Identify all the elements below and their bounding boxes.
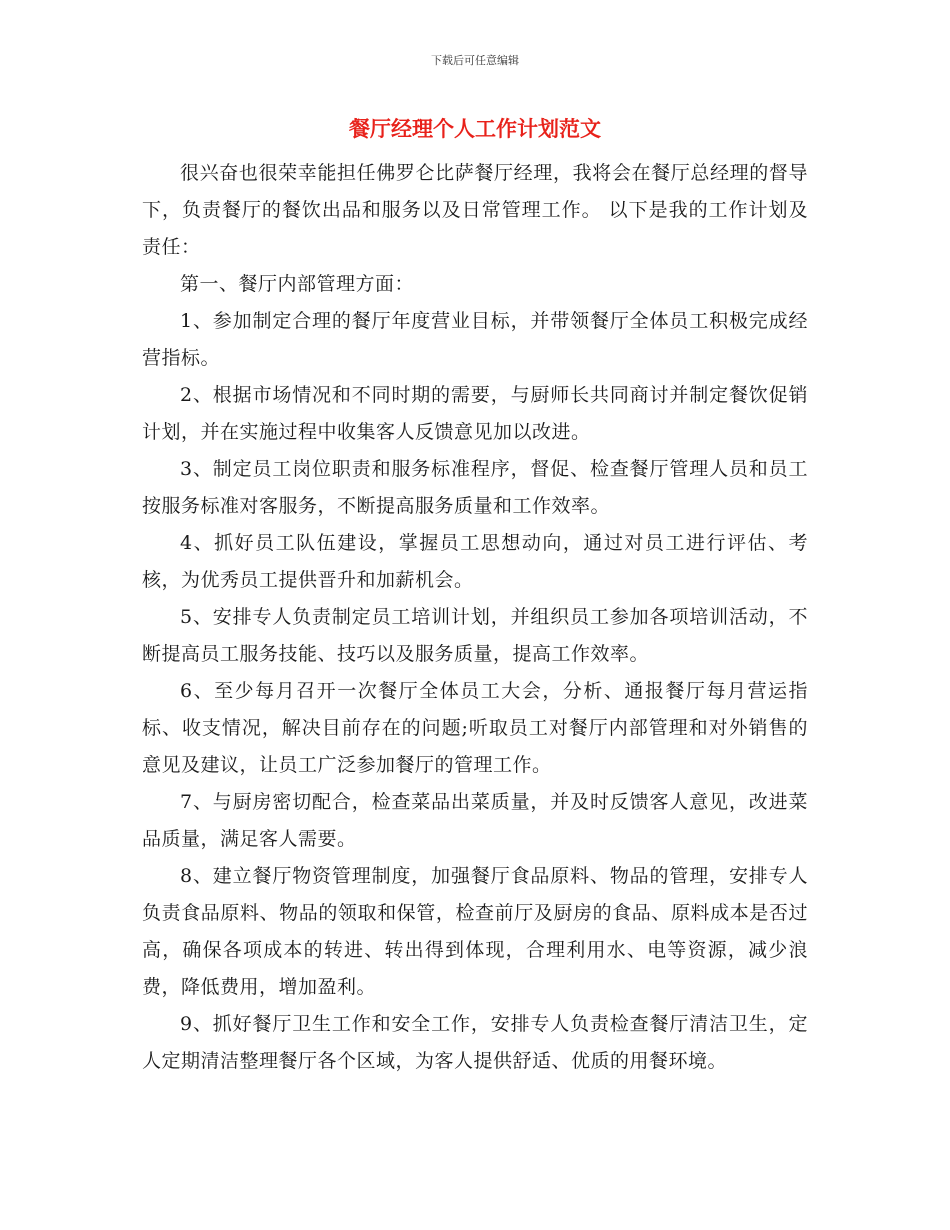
paragraph-intro: 很兴奋也很荣幸能担任佛罗仑比萨餐厅经理，我将会在餐厅总经理的督导下，负责餐厅的餐饮出品和服务以及日常管理工作。 以下是我的工作计划及责任： — [142, 162, 808, 258]
paragraph-item-4: 4、抓好员工队伍建设，掌握员工思想动向，通过对员工进行评估、考核，为优秀员工提供晋升和加薪机会。 — [142, 532, 808, 591]
paragraph-item-7: 7、与厨房密切配合，检查菜品出菜质量，并及时反馈客人意见，改进菜品质量，满足客人需要。 — [142, 791, 808, 850]
paragraph-item-3: 3、制定员工岗位职责和服务标准程序，督促、检查餐厅管理人员和员工按服务标准对客服务，不断提高服务质量和工作效率。 — [142, 458, 808, 517]
paragraph-item-6: 6、至少每月召开一次餐厅全体员工大会，分析、通报餐厅每月营运指标、收支情况，解决目前存在的问题;听取员工对餐厅内部管理和对外销售的意见及建议，让员工广泛参加餐厅的管理工作。 — [142, 680, 808, 776]
document-title: 餐厅经理个人工作计划范文 — [349, 116, 601, 141]
document-body — [142, 155, 808, 1080]
paragraph-section-heading: 第一、餐厅内部管理方面： — [180, 273, 415, 295]
page-header: 下载后可任意编辑 — [431, 54, 519, 67]
paragraph-item-2: 2、根据市场情况和不同时期的需要，与厨师长共同商讨并制定餐饮促销计划，并在实施过程中收集客人反馈意见加以改进。 — [142, 384, 808, 443]
paragraph-item-1: 1、参加制定合理的餐厅年度营业目标，并带领餐厅全体员工积极完成经营指标。 — [142, 310, 808, 369]
paragraph-item-5: 5、安排专人负责制定员工培训计划，并组织员工参加各项培训活动，不断提高员工服务技能、技巧以及服务质量，提高工作效率。 — [142, 606, 808, 665]
paragraph-item-8: 8、建立餐厅物资管理制度，加强餐厅食品原料、物品的管理，安排专人负责食品原料、物品的领取和保管，检查前厅及厨房的食品、原料成本是否过高，确保各项成本的转进、转出得到体现，合理利用水、电等资源，减少浪费，降低费用，增加盈利。 — [142, 865, 808, 998]
paragraph-item-9: 9、抓好餐厅卫生工作和安全工作，安排专人负责检查餐厅清洁卫生，定人定期清洁整理餐厅各个区域，为客人提供舒适、优质的用餐环境。 — [142, 1013, 808, 1072]
